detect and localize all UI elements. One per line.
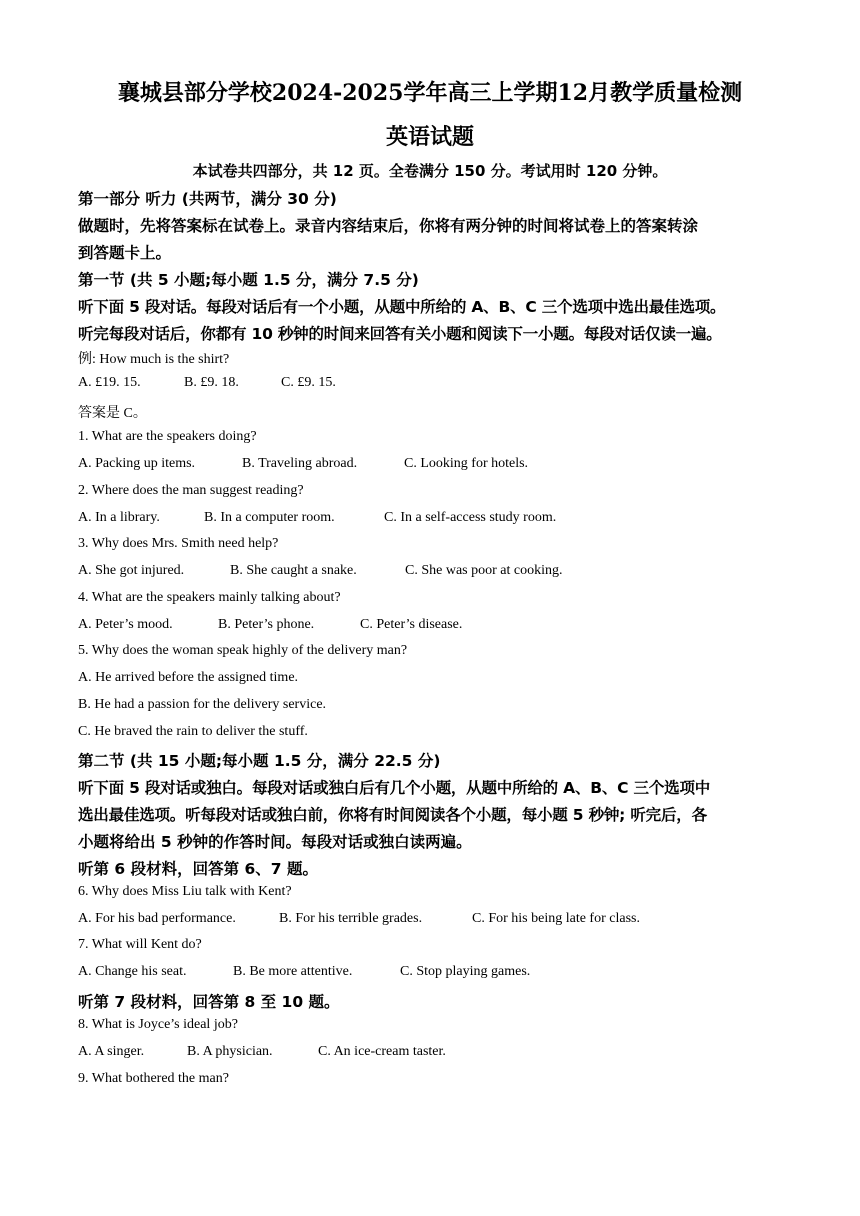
q2-option-a: A. In a library.	[78, 510, 160, 525]
section2-instruction-line2: 选出最佳选项。听每段对话或独白前，你将有时间阅读各个小题，每小题 5 秒钟; 听完后，各	[78, 806, 707, 824]
q5-option-b: B. He had a passion for the delivery service.	[78, 697, 327, 712]
section2-heading: 第二节 (共 15 小题;每小题 1.5 分，满分 22.5 分)	[78, 752, 441, 770]
question-2: 2. Where does the man suggest reading?	[78, 483, 304, 498]
q3-option-b: B. She caught a snake.	[230, 563, 357, 578]
q7-option-a: A. Change his seat.	[78, 964, 187, 979]
q5-option-a: A. He arrived before the assigned time.	[78, 670, 299, 685]
q6-option-a: A. For his bad performance.	[78, 911, 236, 926]
question-6: 6. Why does Miss Liu talk with Kent?	[78, 884, 292, 899]
part1-heading: 第一部分 听力 (共两节，满分 30 分)	[78, 190, 337, 208]
question-7: 7. What will Kent do?	[78, 937, 202, 952]
q2-option-c: C. In a self-access study room.	[384, 510, 557, 525]
section2-instruction-line3: 小题将给出 5 秒钟的作答时间。每段对话或独白读两遍。	[78, 833, 472, 851]
question-9: 9. What bothered the man?	[78, 1071, 229, 1086]
question-3: 3. Why does Mrs. Smith need help?	[78, 536, 279, 551]
material-6-heading: 听第 6 段材料，回答第 6、7 题。	[78, 860, 318, 878]
q8-option-c: C. An ice-cream taster.	[318, 1044, 446, 1059]
q8-option-a: A. A singer.	[78, 1044, 145, 1059]
exam-intro: 本试卷共四部分，共 12 页。全卷满分 150 分。考试用时 120 分钟。	[192, 162, 668, 180]
q4-option-a: A. Peter’s mood.	[78, 617, 173, 632]
question-4-options	[78, 617, 790, 633]
question-2-options	[78, 510, 790, 526]
example-option-a: A. £19. 15.	[78, 375, 141, 390]
q8-option-b: B. A physician.	[187, 1044, 273, 1059]
section2-instruction-line1: 听下面 5 段对话或独白。每段对话或独白后有几个小题，从题中所给的 A、B、C 三个选项中	[78, 779, 711, 797]
q2-option-b: B. In a computer room.	[204, 510, 335, 525]
question-4: 4. What are the speakers mainly talking about?	[78, 590, 341, 605]
question-8-options	[78, 1044, 790, 1060]
material-7-heading: 听第 7 段材料，回答第 8 至 10 题。	[78, 993, 340, 1011]
question-1-options	[78, 456, 790, 472]
example-answer: 答案是 C。	[78, 406, 147, 421]
part1-instruction-line1: 做题时，先将答案标在试卷上。录音内容结束后，你将有两分钟的时间将试卷上的答案转涂	[78, 217, 699, 235]
page-subtitle: 英语试题	[385, 124, 474, 150]
q6-option-c: C. For his being late for class.	[472, 911, 640, 926]
q7-option-b: B. Be more attentive.	[233, 964, 353, 979]
q4-option-c: C. Peter’s disease.	[360, 617, 463, 632]
q4-option-b: B. Peter’s phone.	[218, 617, 315, 632]
question-1: 1. What are the speakers doing?	[78, 429, 257, 444]
example-option-b: B. £9. 18.	[184, 375, 239, 390]
question-3-options	[78, 563, 790, 579]
q7-option-c: C. Stop playing games.	[400, 964, 531, 979]
q1-option-a: A. Packing up items.	[78, 456, 196, 471]
section1-heading: 第一节 (共 5 小题;每小题 1.5 分，满分 7.5 分)	[78, 271, 419, 289]
section1-instruction-line2: 听完每段对话后，你都有 10 秒钟的时间来回答有关小题和阅读下一小题。每段对话仅读一遍。	[78, 325, 722, 343]
example-option-c: C. £9. 15.	[281, 375, 336, 390]
question-5: 5. Why does the woman speak highly of the delivery man?	[78, 643, 408, 658]
q3-option-c: C. She was poor at cooking.	[405, 563, 563, 578]
part1-instruction-line2: 到答题卡上。	[78, 244, 172, 262]
q6-option-b: B. For his terrible grades.	[279, 911, 423, 926]
section1-instruction-line1: 听下面 5 段对话。每段对话后有一个小题，从题中所给的 A、B、C 三个选项中选出最佳选项。	[78, 298, 726, 316]
q5-option-c: C. He braved the rain to deliver the stuff.	[78, 724, 308, 739]
page-title: 襄城县部分学校2024-2025学年高三上学期12月教学质量检测	[117, 80, 743, 106]
example-question: 例: How much is the shirt?	[78, 352, 230, 367]
question-7-options	[78, 964, 790, 980]
question-6-options	[78, 911, 790, 927]
q1-option-b: B. Traveling abroad.	[242, 456, 358, 471]
q3-option-a: A. She got injured.	[78, 563, 185, 578]
question-8: 8. What is Joyce’s ideal job?	[78, 1017, 238, 1032]
q1-option-c: C. Looking for hotels.	[404, 456, 529, 471]
example-options	[78, 375, 790, 391]
